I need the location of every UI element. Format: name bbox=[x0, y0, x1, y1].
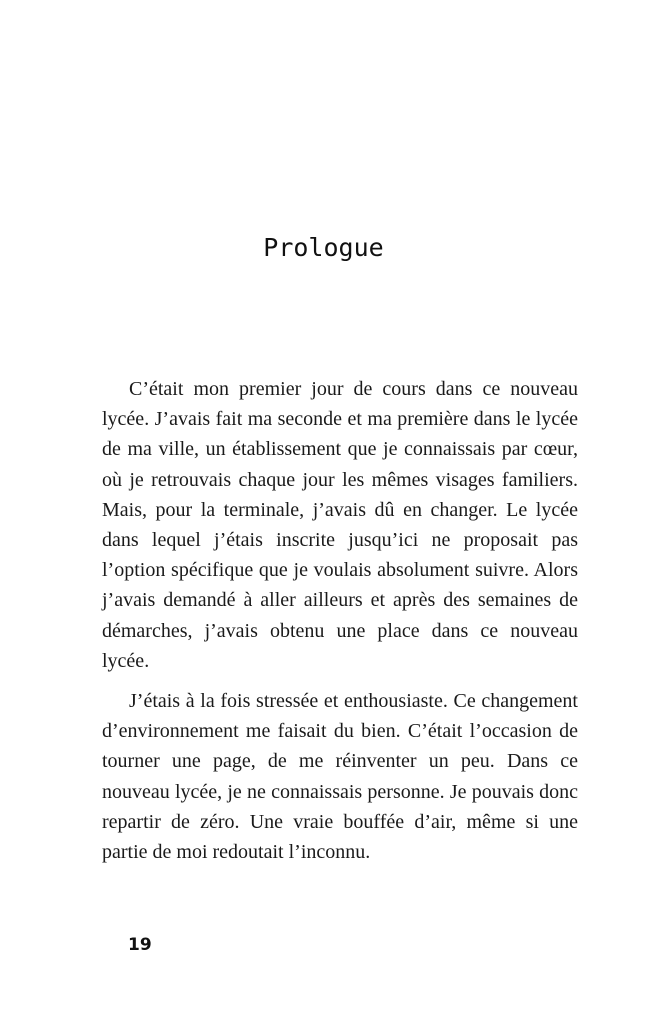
paragraph: C’était mon premier jour de cours dans ce nouveau lycée. J’avais fait ma seconde et ma première dans le lycée de ma ville, un établissement que je connaissais par cœur, où je retrouvais chaque jour les mêmes visages familiers. Mais, pour la terminale, j’avais dû en changer. Le lycée dans lequel j’étais inscrite jusqu’ici ne proposait pas l’option spécifique que je voulais absolument suivre. Alors j’avais demandé à aller ailleurs et après des semaines de démarches, j’avais obtenu une place dans ce nouveau lycée. bbox=[102, 378, 578, 672]
chapter-title: Prologue bbox=[263, 233, 384, 262]
chapter-body bbox=[102, 374, 578, 877]
page-number: 19 bbox=[128, 935, 152, 955]
paragraph: J’étais à la fois stressée et enthousiaste. Ce changement d’environnement me faisait du bien. C’était l’occasion de tourner une page, de me réinventer un peu. Dans ce nouveau lycée, je ne connaissais personne. Je pouvais donc repartir de zéro. Une vraie bouffée d’air, même si une partie de moi redoutait l’inconnu. bbox=[102, 690, 578, 864]
